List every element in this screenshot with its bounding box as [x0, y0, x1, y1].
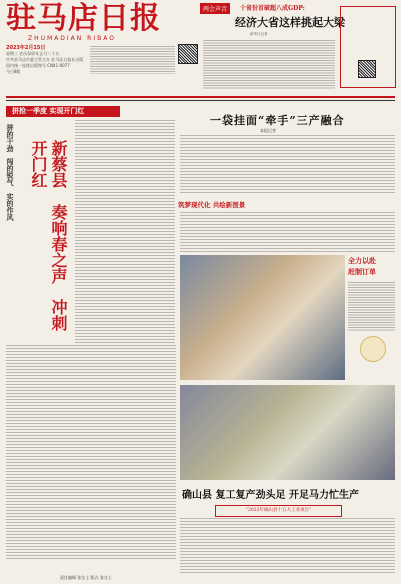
issue-date: 2023年2月15日 — [6, 45, 46, 51]
banner-title: 经济大省这样挑起大梁 — [235, 16, 345, 29]
banner-body — [203, 40, 335, 90]
feature-body — [180, 212, 395, 252]
headline-part-3: 冲刺开门红 — [29, 140, 68, 332]
subhead-1: 拼的干劲 — [6, 124, 15, 152]
banner-tag: 两会声音 — [200, 3, 230, 14]
banner-byline: 新华社记者 — [250, 32, 268, 36]
issue-pages: 今日8版 — [6, 69, 21, 74]
subhead-2: 闯的锐气 — [6, 158, 15, 187]
article-body — [6, 345, 176, 560]
vertical-subhead — [6, 124, 15, 224]
masthead-rule-thin — [6, 100, 395, 101]
headline-part-2: 奏响春之声 — [49, 203, 68, 284]
top-story-headline: 一袋挂面“牵手”三产融合 — [210, 114, 345, 127]
main-headline — [28, 140, 68, 340]
issue-publisher: 中共驻马店市委主管主办 驻马店日报社出版 — [6, 57, 84, 62]
section-bar: 拼抢一季度 实现开门红 — [6, 106, 120, 117]
top-story-body — [180, 135, 395, 195]
workshop-photo — [180, 385, 395, 480]
top-story-byline: 本报记者 — [260, 128, 276, 133]
bottom-story-quote: “2023年确山县十五大工业项目” — [215, 505, 342, 517]
side-headline-1: 全力以赴 — [348, 256, 376, 265]
side-story-headline — [348, 255, 376, 277]
emblem-icon — [360, 336, 386, 362]
bottom-story-headline: 确山县 复工复产劲头足 开足马力忙生产 — [182, 490, 359, 501]
masthead-rule — [6, 96, 395, 98]
feature-header: 筑梦现代化 共绘新图景 — [178, 201, 246, 209]
factory-photo — [180, 255, 345, 380]
qr-code-icon — [178, 44, 198, 64]
subhead-3: 实的作风 — [6, 192, 15, 221]
issue-cn: 国内统一连续出版物号 CN41-0077 — [6, 63, 70, 68]
headline-part-1: 新蔡县 — [49, 140, 68, 188]
masthead-title: 驻马店日报 — [6, 1, 161, 36]
issue-lunar: 星期三 农历癸卯年正月二十五 — [6, 51, 60, 56]
masthead-info-text — [90, 46, 175, 74]
ear-box — [340, 6, 396, 88]
photo-caption — [348, 282, 395, 332]
masthead-pinyin: ZHUMADIAN RIBAO — [28, 35, 116, 42]
article-body — [75, 120, 175, 345]
side-headline-2: 赶制订单 — [348, 267, 376, 276]
bottom-story-body — [180, 518, 395, 573]
banner-subtitle: 十省份首破超八成GDP: — [240, 5, 305, 12]
footer-editors: 责任编辑 张女士 版式 张女士 — [60, 575, 112, 580]
